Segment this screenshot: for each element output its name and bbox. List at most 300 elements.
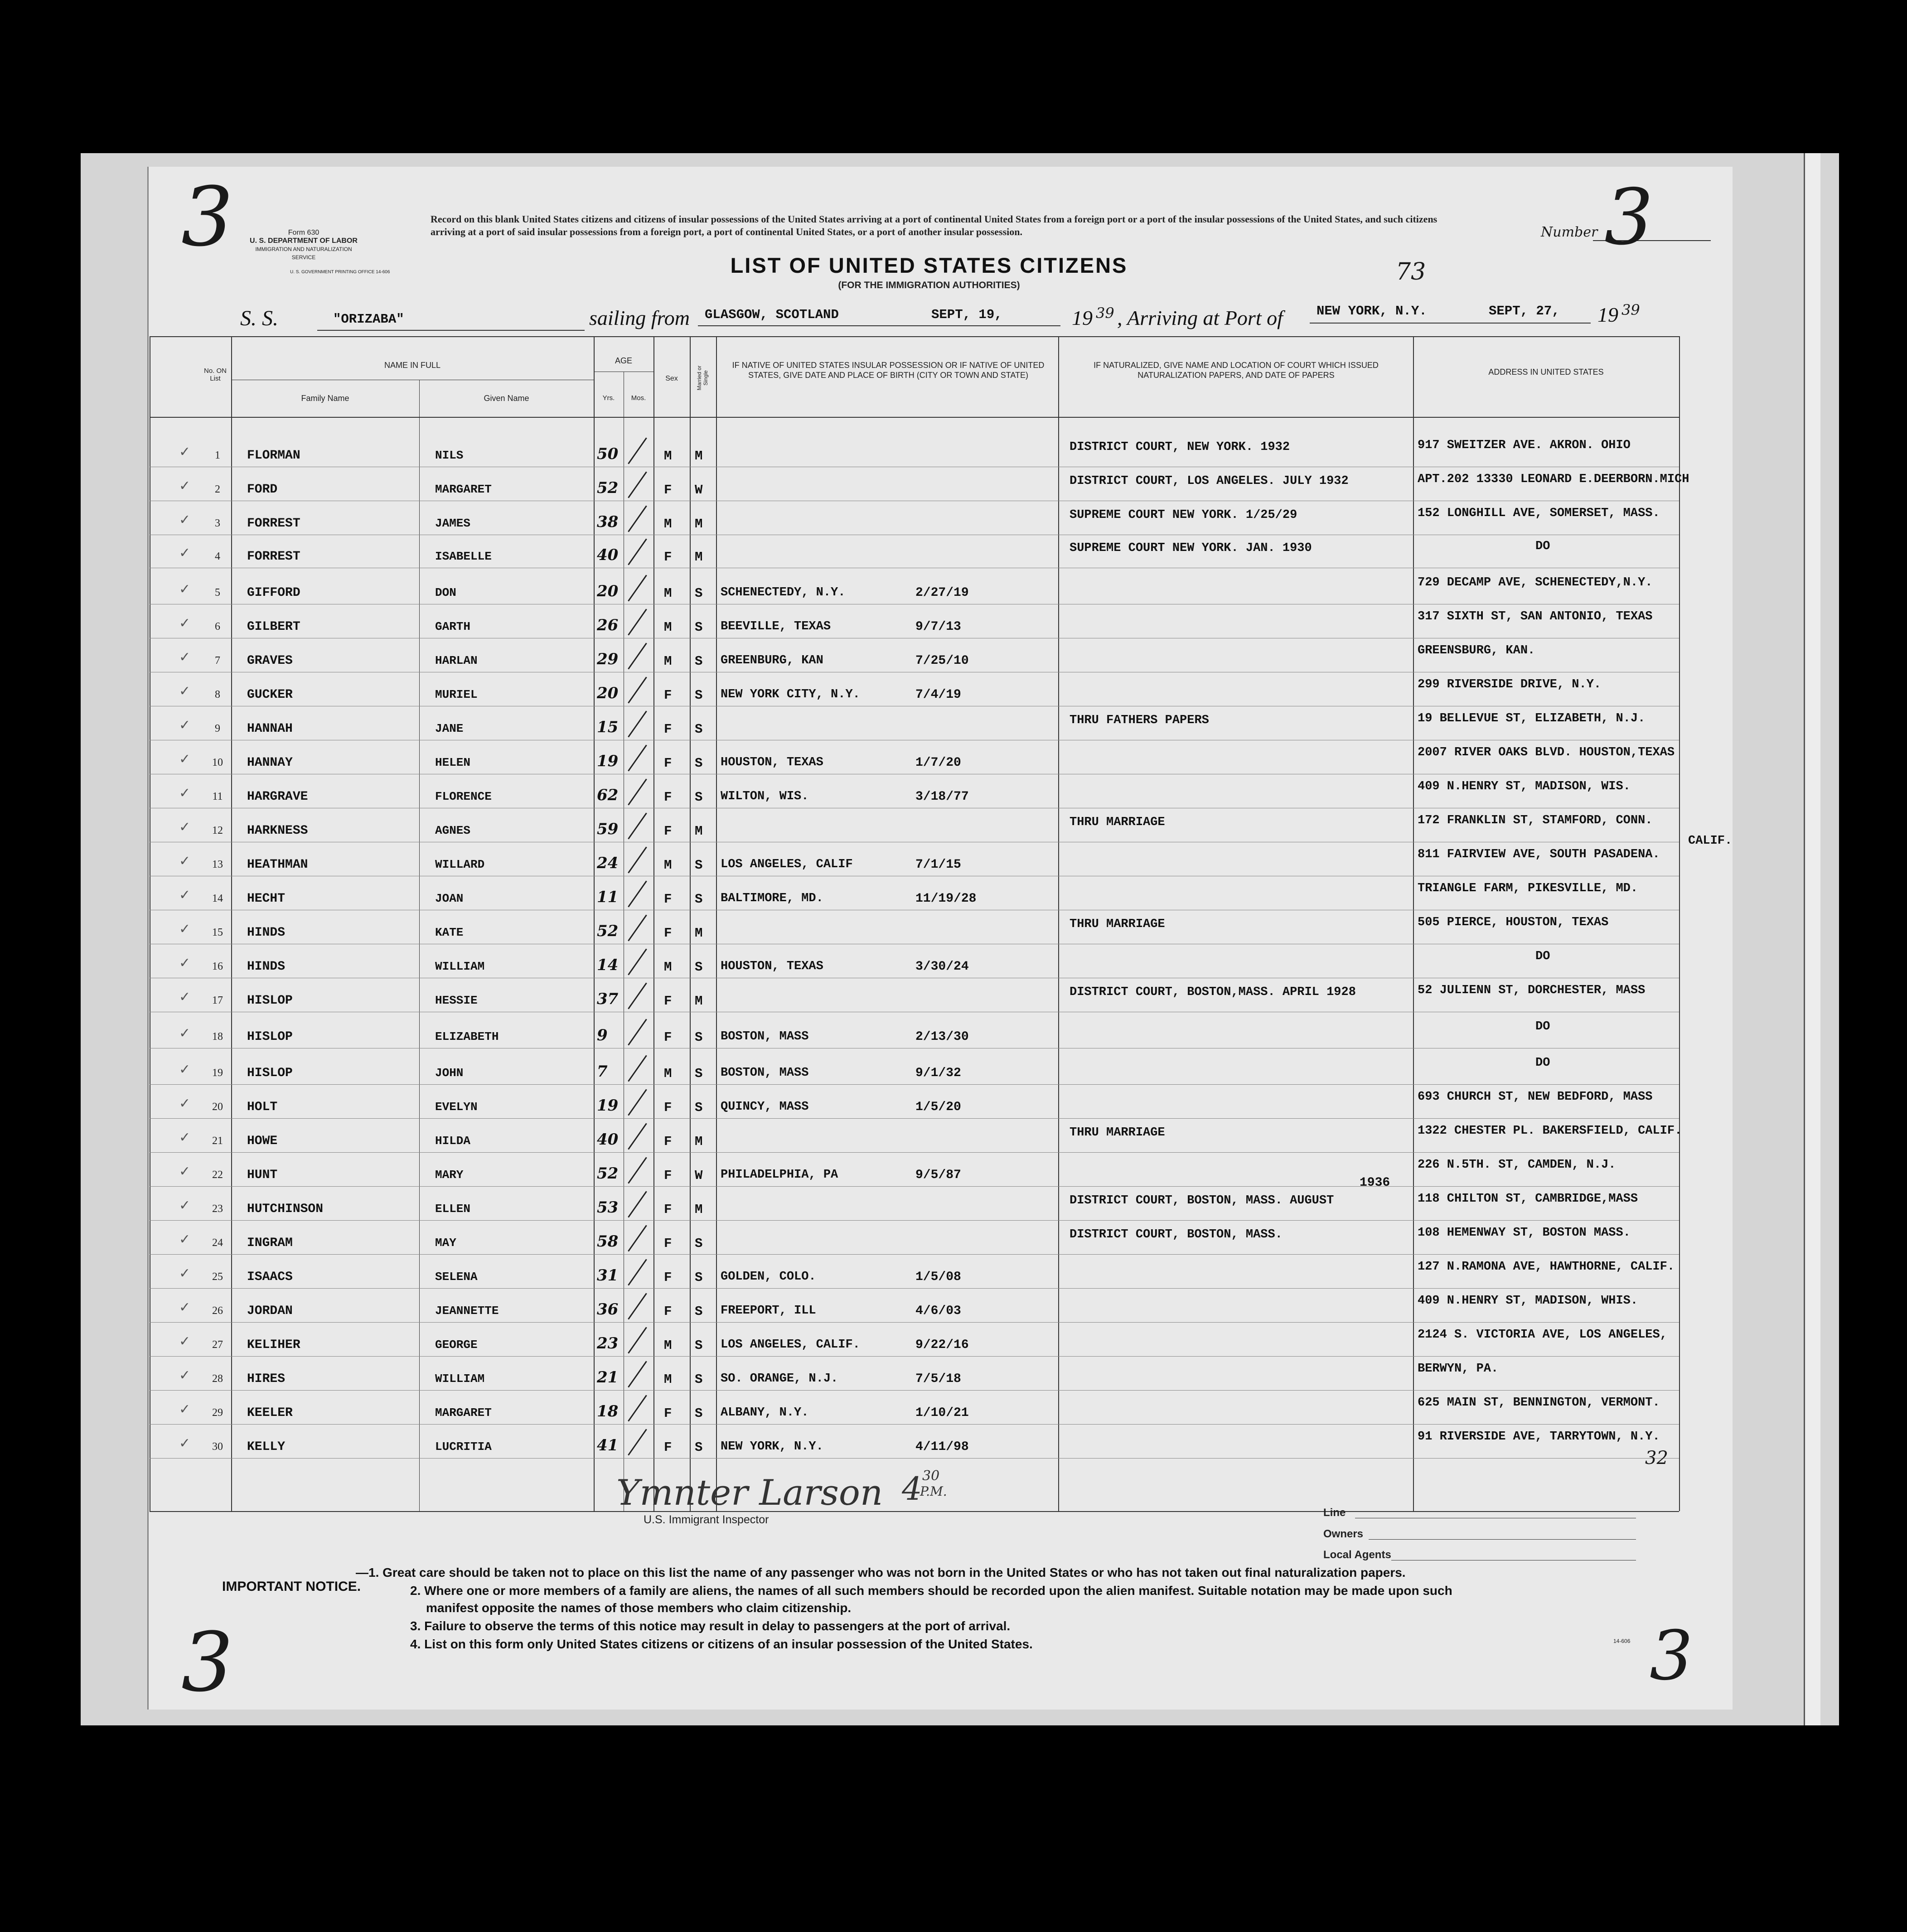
us-address: 118 CHILTON ST, CAMBRIDGE,MASS [1418,1192,1638,1206]
row-rule [150,1424,1679,1425]
header-age: AGE [615,356,632,365]
col-border-address [1413,336,1414,1511]
us-address: 19 BELLEVUE ST, ELIZABETH, N.J. [1418,712,1646,725]
us-address: 317 SIXTH ST, SAN ANTONIO, TEXAS [1418,610,1653,623]
given-name: JANE [435,722,464,735]
marital-status: W [695,1168,703,1183]
header-name-in-full: NAME IN FULL [384,361,441,370]
margin-check-mark: ✓ [179,1401,191,1417]
row-number: 22 [212,1169,223,1181]
row-number: 18 [212,1031,223,1043]
row-number: 4 [215,551,220,562]
given-name: HARLAN [435,654,478,667]
number-label: Number [1541,224,1598,240]
birth-place: SCHENECTEDY, N.Y. [721,586,846,599]
form-subtitle: (FOR THE IMMIGRATION AUTHORITIES) [838,280,1020,290]
marital-status: M [695,926,703,941]
marital-status: M [695,517,703,531]
sex: F [664,1100,672,1115]
us-address: APT.202 13330 LEONARD E.DEERBORN.MICH [1418,473,1689,486]
given-name: HELEN [435,756,471,769]
margin-check-mark: ✓ [179,683,191,699]
header-mos: Mos. [631,394,646,402]
service: IMMIGRATION AND NATURALIZATION SERVICE [255,246,352,261]
signature-time-suffix: P.M. [920,1484,947,1499]
birth-date: 3/30/24 [915,960,969,974]
us-address: DO [1535,540,1550,553]
age-years: 7 [597,1063,608,1081]
naturalization-court: DISTRICT COURT, BOSTON, MASS. [1070,1228,1283,1241]
given-name: MARGARET [435,1406,492,1420]
owners-underline [1369,1539,1636,1540]
family-name: KELIHER [247,1338,300,1352]
age-years: 38 [597,513,619,531]
ss-label: S. S. [240,306,278,330]
birth-date: 9/1/32 [915,1066,961,1080]
signature-time-minutes: 30 [922,1468,940,1484]
given-name: MURIEL [435,688,478,701]
family-name: GILBERT [247,620,300,634]
row-rule [150,1254,1679,1255]
family-name: INGRAM [247,1236,293,1250]
age-years: 26 [597,616,619,634]
col-border-ms [690,336,691,1511]
us-address: 91 RIVERSIDE AVE, TARRYTOWN, N.Y. [1418,1430,1660,1444]
marital-status: S [695,1372,703,1387]
age-years: 41 [597,1436,619,1454]
row-number: 13 [212,859,223,870]
given-name: WILLIAM [435,960,485,973]
margin-check-mark: ✓ [179,649,191,665]
inspector-title: U.S. Immigrant Inspector [644,1513,769,1526]
naturalization-court: DISTRICT COURT, NEW YORK. 1932 [1070,440,1290,454]
header-naturalized: IF NATURALIZED, GIVE NAME AND LOCATION OF COURT WHICH ISSUED NATURALIZATION PAPERS, AND DATE OF PAPERS [1094,361,1379,380]
age-years: 31 [597,1266,619,1285]
age-years: 59 [597,820,619,838]
family-name: HISLOP [247,1066,293,1080]
us-address: BERWYN, PA. [1418,1362,1499,1376]
us-address: 2007 RIVER OAKS BLVD. HOUSTON,TEXAS [1418,746,1675,759]
given-name: JAMES [435,517,471,530]
arrive-port: NEW YORK, N.Y. [1317,304,1427,319]
family-name: HANNAH [247,722,293,736]
given-name: WILLIAM [435,1372,485,1386]
header-yrs: Yrs. [602,394,615,402]
naturalization-year: 1936 [1360,1176,1390,1190]
header-no-on-list: No. ON List [203,367,227,382]
age-years: 29 [597,650,619,668]
birth-date: 1/5/08 [915,1270,961,1284]
family-name: HISLOP [247,1030,293,1044]
age-years: 15 [597,718,619,736]
given-name: GARTH [435,620,471,633]
row-number: 17 [212,995,223,1006]
naturalization-court: SUPREME COURT NEW YORK. 1/25/29 [1070,508,1297,522]
age-years: 9 [597,1026,608,1044]
table-bottom-border [150,1511,1679,1512]
row-number: 24 [212,1237,223,1249]
col-border-right [1679,336,1680,1511]
row-rule [150,1186,1679,1187]
row-rule [150,1220,1679,1221]
margin-check-mark: ✓ [179,955,191,971]
birth-place: PHILADELPHIA, PA [721,1168,838,1182]
sex: F [664,1236,672,1251]
arrive-year-prefix: 19 [1597,303,1618,326]
row-number: 2 [215,483,220,495]
given-name: JOAN [435,892,464,905]
depart-date: SEPT, 19, [931,307,1002,322]
us-address: 1322 CHESTER PL. BAKERSFIELD, CALIF. [1418,1124,1682,1138]
sex: F [664,994,672,1009]
row-number: 11 [212,791,223,802]
margin-check-mark: ✓ [179,1164,191,1179]
col-border-given [419,380,420,1511]
age-years: 21 [597,1368,619,1386]
marital-status: W [695,483,703,497]
family-name: ISAACS [247,1270,293,1284]
row-number: 26 [212,1305,223,1317]
row-number: 19 [212,1067,223,1079]
marital-status: M [695,449,703,464]
given-name: WILLARD [435,858,485,871]
row-rule [150,1458,1679,1459]
form-number: Form 630 [288,229,319,237]
naturalization-court: THRU MARRIAGE [1070,918,1165,931]
us-address: 409 N.HENRY ST, MADISON, WIS. [1418,780,1631,793]
sex: F [664,1134,672,1149]
margin-check-mark: ✓ [179,989,191,1005]
us-address: 226 N.5TH. ST, CAMDEN, N.J. [1418,1158,1616,1172]
age-years: 18 [597,1402,619,1420]
age-years: 23 [597,1334,619,1352]
marital-status: S [695,1236,703,1251]
notice-label: IMPORTANT NOTICE. [222,1579,361,1594]
margin-check-mark: ✓ [179,581,191,597]
marital-status: S [695,892,703,907]
us-address: DO [1535,950,1550,963]
row-number: 3 [215,517,220,529]
birth-date: 11/19/28 [915,892,977,906]
margin-check-mark: ✓ [179,853,191,869]
birth-date: 4/6/03 [915,1304,961,1318]
family-name: HARGRAVE [247,790,308,804]
margin-check-mark: ✓ [179,1232,191,1247]
row-number: 23 [212,1203,223,1215]
count-note: 32 [1645,1448,1668,1468]
margin-check-mark: ✓ [179,1265,191,1281]
notice-item-2: 2. Where one or more members of a family are aliens, the names of all such members should be recorded upon the alien manifest. Suitable notation may be made upon such [410,1584,1452,1598]
number-value: 3 [1604,173,1654,262]
birth-place: HOUSTON, TEXAS [721,756,823,769]
record-note: Record on this blank United States citizens and citizens of insular possessions of the United States arriving at a port of continental United States from a foreign port or a port of the insular possessions of the United States, and such citizens arriving at a port of said insular possessions from a foreign port, a port of continental United States, or a port of another insular possession. [431,213,1438,237]
margin-check-mark: ✓ [179,444,191,460]
col-border-sex [653,336,654,1511]
age-years: 14 [597,956,619,974]
header-given-name: Given Name [484,394,529,403]
corner-code: 14-606 [1613,1638,1631,1644]
family-name: GIFFORD [247,586,300,600]
given-name: DON [435,586,456,599]
sex: F [664,1270,672,1285]
family-name: HUNT [247,1168,278,1182]
given-name: FLORENCE [435,790,492,803]
birth-date: 4/11/98 [915,1440,969,1454]
birth-place: GREENBURG, KAN [721,654,823,667]
us-address: 729 DECAMP AVE, SCHENECTEDY,N.Y. [1418,576,1653,589]
birth-date: 9/7/13 [915,620,961,634]
header-address: ADDRESS IN UNITED STATES [1488,367,1604,377]
birth-date: 9/22/16 [915,1338,969,1352]
printing-office: U. S. GOVERNMENT PRINTING OFFICE 14-606 [290,270,390,275]
age-years: 36 [597,1300,619,1319]
given-name: ISABELLE [435,550,492,563]
marital-status: S [695,654,703,669]
notice-item-4: 4. List on this form only United States citizens or citizens of an insular possession of the United States. [410,1637,1033,1651]
sex: F [664,824,672,839]
row-rule [150,1084,1679,1085]
marital-status: M [695,550,703,565]
birth-date: 1/10/21 [915,1406,969,1420]
family-name: HINDS [247,960,286,974]
given-name: ELLEN [435,1202,471,1216]
sex: F [664,1030,672,1045]
row-rule [150,1152,1679,1153]
family-name: HEATHMAN [247,858,308,872]
margin-check-mark: ✓ [179,887,191,903]
birth-place: NEW YORK, N.Y. [721,1440,823,1454]
birth-place: BALTIMORE, MD. [721,892,823,905]
row-number: 6 [215,621,220,633]
page-mark-top-left: 3 [181,170,233,265]
us-address: 693 CHURCH ST, NEW BEDFORD, MASS [1418,1090,1653,1104]
sex: M [664,960,672,975]
family-name: HOLT [247,1100,278,1114]
sex: F [664,688,672,703]
row-number: 27 [212,1339,223,1351]
col-border-age [594,336,595,1511]
us-address: 811 FAIRVIEW AVE, SOUTH PASADENA. [1418,848,1660,861]
marital-status: S [695,790,703,805]
sailing-from-label: sailing from [589,306,690,329]
birth-place: SO. ORANGE, N.J. [721,1372,838,1386]
department: U. S. DEPARTMENT OF LABOR [250,237,358,245]
given-name: ELIZABETH [435,1030,499,1043]
line-label: Line [1323,1507,1346,1519]
row-number: 10 [212,757,223,768]
age-years: 40 [597,1130,619,1149]
given-name: MARY [435,1168,464,1182]
margin-check-mark: ✓ [179,751,191,767]
sex: M [664,1338,672,1353]
row-number: 12 [212,825,223,836]
from-underline [698,325,1060,326]
age-years: 52 [597,479,619,497]
birth-date: 1/5/20 [915,1100,961,1114]
arrive-underline [1310,323,1591,324]
arrive-date: SEPT, 27, [1489,304,1560,319]
naturalization-court: DISTRICT COURT, LOS ANGELES. JULY 1932 [1070,474,1349,488]
given-name: EVELYN [435,1100,478,1114]
us-address: 127 N.RAMONA AVE, HAWTHORNE, CALIF. [1418,1260,1675,1274]
us-address: TRIANGLE FARM, PIKESVILLE, MD. [1418,882,1638,895]
margin-check-mark: ✓ [179,1198,191,1213]
margin-check-mark: ✓ [179,545,191,561]
marital-status: S [695,1270,703,1285]
form-title: LIST OF UNITED STATES CITIZENS [730,253,1128,277]
sex: M [664,1372,672,1387]
header-family-name: Family Name [301,394,349,403]
us-address: 917 SWEITZER AVE. AKRON. OHIO [1418,439,1631,452]
age-years: 50 [597,445,619,463]
sheet-number: 73 [1396,258,1426,285]
margin-check-mark: ✓ [179,1333,191,1349]
margin-check-mark: ✓ [179,615,191,631]
marital-status: M [695,1134,703,1149]
marital-status: S [695,1406,703,1421]
birth-date: 7/4/19 [915,688,961,702]
sex: M [664,517,672,531]
ship-name: "ORIZABA" [333,312,404,327]
given-name: HESSIE [435,994,478,1007]
naturalization-court: DISTRICT COURT, BOSTON, MASS. AUGUST [1070,1194,1334,1208]
margin-check-mark: ✓ [179,717,191,733]
given-name: GEORGE [435,1338,478,1352]
family-name: FORREST [247,517,300,531]
margin-check-mark: ✓ [179,478,191,494]
sex: F [664,1406,672,1421]
birth-date: 7/25/10 [915,654,969,668]
depart-year: 39 [1096,304,1114,322]
family-name: HANNAY [247,756,293,770]
row-rule [150,1390,1679,1391]
us-address-continuation: CALIF. [1688,834,1733,848]
given-name: NILS [435,449,464,462]
naturalization-court: SUPREME COURT NEW YORK. JAN. 1930 [1070,541,1312,555]
marital-status: S [695,620,703,635]
row-number: 7 [215,655,220,667]
birth-place: NEW YORK CITY, N.Y. [721,688,860,701]
row-number: 5 [215,587,220,599]
birth-place: QUINCY, MASS [721,1100,809,1114]
marital-status: S [695,722,703,737]
age-years: 40 [597,546,619,564]
notice-item-1: —1. Great care should be taken not to place on this list the name of any passenger who was not born in the United States or who has not taken out final naturalization papers. [356,1565,1406,1579]
us-address: 625 MAIN ST, BENNINGTON, VERMONT. [1418,1396,1660,1410]
row-rule [150,1322,1679,1323]
marital-status: S [695,586,703,601]
marital-status: S [695,1100,703,1115]
sex: M [664,586,672,601]
us-address: 172 FRANKLIN ST, STAMFORD, CONN. [1418,814,1653,827]
sex: M [664,858,672,873]
signature-time: 4 [902,1470,922,1507]
birth-place: WILTON, WIS. [721,790,809,803]
page-mark-bottom-left: 3 [181,1615,233,1710]
birth-place: FREEPORT, ILL [721,1304,816,1318]
us-address: 52 JULIENN ST, DORCHESTER, MASS [1418,984,1646,997]
family-name: JORDAN [247,1304,293,1318]
row-number: 16 [212,961,223,972]
notice-item-3: 3. Failure to observe the terms of this notice may result in delay to passengers at the port of arrival. [410,1619,1011,1633]
sex: F [664,1202,672,1217]
family-name: GRAVES [247,654,293,668]
naturalization-court: THRU FATHERS PAPERS [1070,714,1209,727]
sex: F [664,756,672,771]
age-years: 11 [597,888,619,906]
given-name: MARGARET [435,483,492,496]
age-years: 24 [597,854,619,872]
row-number: 9 [215,723,220,734]
birth-place: LOS ANGELES, CALIF. [721,1338,860,1352]
sex: F [664,892,672,907]
family-name: KELLY [247,1440,286,1454]
birth-place: BOSTON, MASS [721,1030,809,1043]
margin-check-mark: ✓ [179,1025,191,1041]
row-number: 29 [212,1407,223,1419]
us-address: 108 HEMENWAY ST, BOSTON MASS. [1418,1226,1631,1240]
row-number: 14 [212,893,223,904]
given-name: MAY [435,1236,456,1250]
age-years: 19 [597,1096,619,1115]
family-name: HISLOP [247,994,293,1008]
naturalization-court: THRU MARRIAGE [1070,816,1165,829]
birth-place: BEEVILLE, TEXAS [721,620,831,633]
family-name: HECHT [247,892,286,906]
row-number: 30 [212,1441,223,1453]
given-name: KATE [435,926,464,939]
col-border-court [1058,336,1059,1511]
row-number: 1 [215,449,220,461]
row-number: 25 [212,1271,223,1283]
age-years: 52 [597,922,619,940]
marital-status: S [695,1338,703,1353]
sex: M [664,654,672,669]
marital-status: M [695,1202,703,1217]
margin-check-mark: ✓ [179,512,191,528]
age-years: 20 [597,684,619,702]
age-years: 62 [597,786,619,804]
margin-check-mark: ✓ [179,1299,191,1315]
birth-place: GOLDEN, COLO. [721,1270,816,1284]
sex: F [664,483,672,497]
marital-status: S [695,688,703,703]
margin-check-mark: ✓ [179,1435,191,1451]
birth-place: ALBANY, N.Y. [721,1406,809,1420]
us-address: DO [1535,1020,1550,1034]
margin-check-mark: ✓ [179,1130,191,1145]
table-top-border [150,336,1679,337]
birth-date: 2/13/30 [915,1030,969,1044]
inspector-signature: Ymnter Larson [616,1473,883,1513]
row-rule [150,1288,1679,1289]
header-sex: Sex [665,375,678,382]
ship-underline [317,330,585,331]
margin-check-mark: ✓ [179,1096,191,1111]
family-name: HIRES [247,1372,286,1386]
family-name: KEELER [247,1406,293,1420]
owners-label: Owners [1323,1528,1364,1540]
marital-status: S [695,858,703,873]
birth-place: HOUSTON, TEXAS [721,960,823,973]
page-edge [1804,153,1820,1725]
page-mark-bottom-right: 3 [1650,1617,1693,1695]
sex: F [664,926,672,941]
marital-status: S [695,1066,703,1081]
birth-date: 2/27/19 [915,586,969,600]
birth-place: BOSTON, MASS [721,1066,809,1080]
birth-date: 1/7/20 [915,756,961,770]
